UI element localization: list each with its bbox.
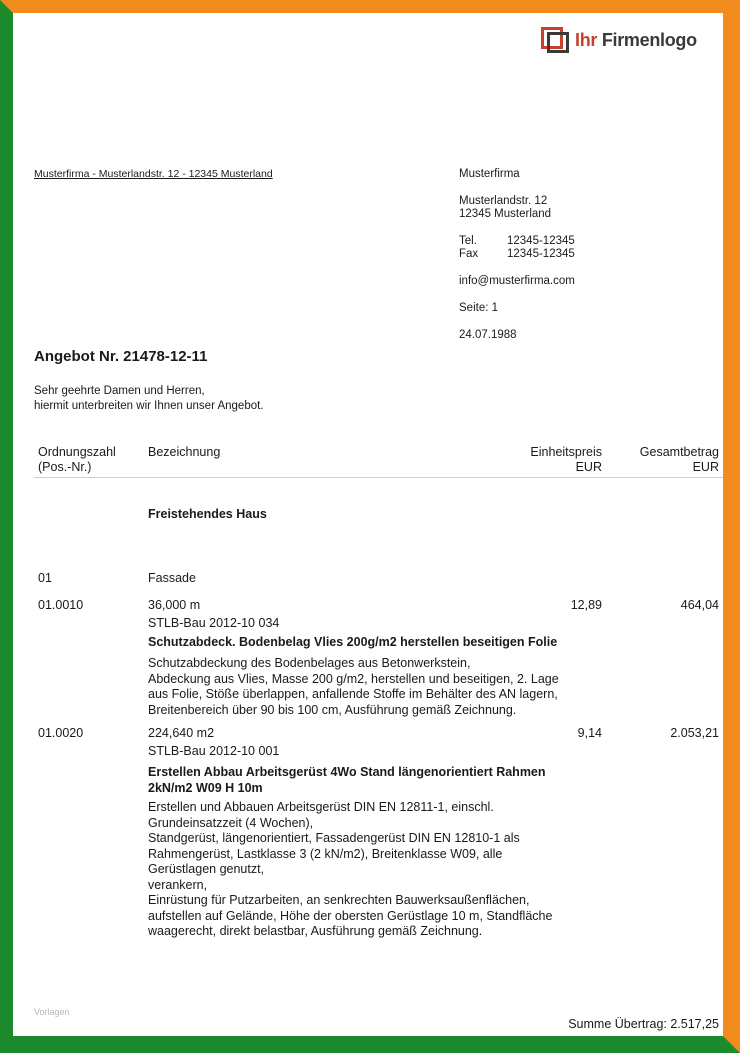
section-title: Freistehendes Haus xyxy=(148,507,267,521)
item-position: 01.0020 xyxy=(38,726,84,740)
company-street: Musterlandstr. 12 xyxy=(459,195,548,207)
item-quantity: 36,000 m xyxy=(148,598,201,612)
fax-number: 12345-12345 xyxy=(507,248,575,260)
item-long-text: Schutzabdeckung des Bodenbelages aus Betonwerkstein, Abdeckung aus Vlies, Masse 200 g/m2, herstellen und beseitigen, 2. Lage aus Folie, Stöße überlappen, anfallende Stoffe im Behälter des AN lagern, Breitenbereich über 90 bis 100 cm, Ausführung gemäß Zeichnung. xyxy=(148,656,559,717)
item-unit-price: 9,14 xyxy=(577,726,602,740)
header-unit-price xyxy=(530,445,602,475)
header-total-currency: EUR xyxy=(692,460,719,474)
item-total: 464,04 xyxy=(680,598,719,612)
carry-over-sum: Summe Übertrag: 2.517,25 xyxy=(568,1017,719,1031)
group-name: Fassade xyxy=(148,571,196,585)
logo-icon xyxy=(541,27,569,53)
item-long-text: Erstellen und Abbauen Arbeitsgerüst DIN EN 12811-1, einschl. Grundeinsatzzeit (4 Wochen), Standgerüst, längenorientiert, Fassadengerüst DIN EN 12810-1 als Rahmengerüst, Lastklasse 3 (2 kN/m2), Breitenklasse W09, alle Gerüstlagen genutzt, verankern, Einrüstung für Putzarbeiten, an senkrechten Bauwerksaußenflächen, aufstellen auf Gelände, Höhe der obersten Gerüstlage 10 m, Standfläche waagerecht, direkt belastbar, Ausführung gemäß Zeichnung. xyxy=(148,800,553,938)
header-unit-price-label: Einheitspreis xyxy=(530,445,602,459)
item-unit-price: 12,89 xyxy=(570,598,602,612)
logo-name: Firmenlogo xyxy=(601,29,697,50)
company-fax xyxy=(459,248,575,260)
header-position-label: Ordnungszahl xyxy=(38,445,116,459)
company-tel xyxy=(459,235,575,247)
item-short-text: Erstellen Abbau Arbeitsgerüst 4Wo Stand längenorientiert Rahmen 2kN/m2 W09 H 10m xyxy=(148,765,546,795)
greeting-line-2: hiermit unterbreiten wir Ihnen unser Angebot. xyxy=(34,400,264,412)
document-page xyxy=(13,13,723,1036)
logo-text xyxy=(575,30,697,51)
company-email: info@musterfirma.com xyxy=(459,275,575,287)
offer-title: Angebot Nr. 21478-12-11 xyxy=(34,348,208,365)
header-description: Bezeichnung xyxy=(148,445,221,459)
footer-watermark: Vorlagen xyxy=(34,1007,70,1017)
company-logo xyxy=(541,27,697,53)
header-position-sub: (Pos.-Nr.) xyxy=(38,460,92,474)
item-quantity: 224,640 m2 xyxy=(148,726,215,740)
item-code: STLB-Bau 2012-10 001 xyxy=(148,744,280,758)
item-short-text: Schutzabdeck. Bodenbelag Vlies 200g/m2 herstellen beseitigen Folie xyxy=(148,635,558,649)
group-position: 01 xyxy=(38,571,52,585)
greeting-line-1: Sehr geehrte Damen und Herren, xyxy=(34,385,205,397)
tel-number: 12345-12345 xyxy=(507,235,575,247)
header-unit-price-currency: EUR xyxy=(575,460,602,474)
fax-label: Fax xyxy=(459,248,479,260)
header-divider xyxy=(34,477,723,478)
header-total xyxy=(640,445,719,475)
tel-label: Tel. xyxy=(459,235,477,247)
document-date: 24.07.1988 xyxy=(459,329,517,341)
item-total: 2.053,21 xyxy=(670,726,719,740)
header-position xyxy=(38,445,116,475)
header-total-label: Gesamtbetrag xyxy=(639,445,719,459)
company-city: 12345 Musterland xyxy=(459,208,552,220)
logo-accent: Ihr xyxy=(575,29,598,50)
item-code: STLB-Bau 2012-10 034 xyxy=(148,616,280,630)
item-position: 01.0010 xyxy=(38,598,84,612)
page-number: Seite: 1 xyxy=(459,302,498,314)
company-name: Musterfirma xyxy=(459,168,520,180)
sender-line: Musterfirma - Musterlandstr. 12 - 12345 Musterland xyxy=(34,168,273,180)
